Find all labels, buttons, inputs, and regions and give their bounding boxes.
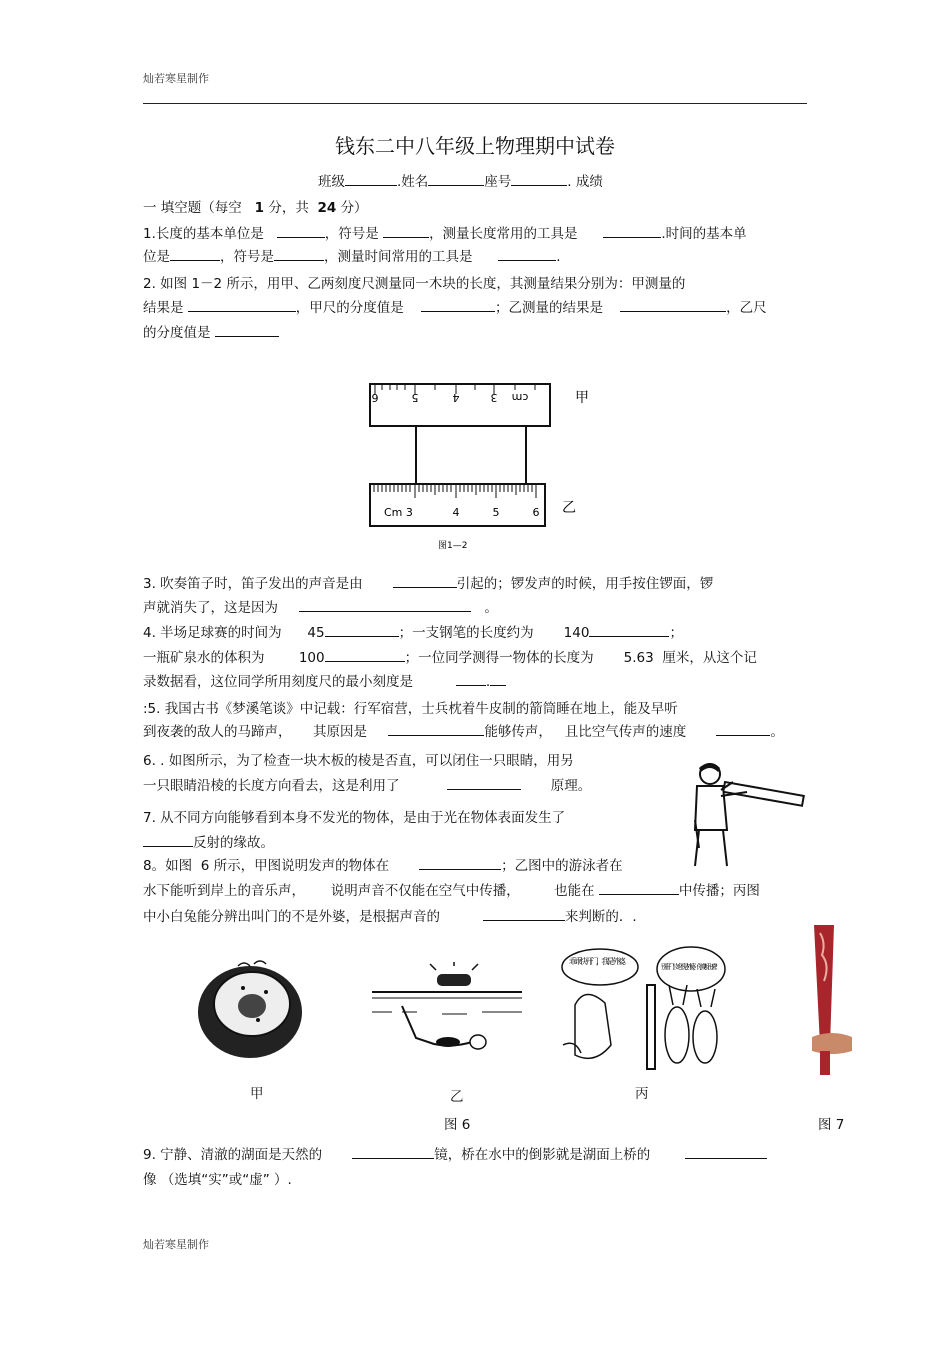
top-tick-3: 3 <box>490 391 498 404</box>
q1-blank-4[interactable] <box>170 246 220 261</box>
q1-text-b: ，符号是 <box>324 226 379 242</box>
q3-text-d: 。 <box>484 600 498 616</box>
header-rule <box>143 103 807 104</box>
door <box>647 985 655 1069</box>
wolf-figure <box>575 994 611 1058</box>
section-heading-a: 一 填空题（每空 <box>143 200 242 216</box>
seat-blank[interactable] <box>511 171 567 186</box>
q2-text-d: ，乙尺 <box>726 300 767 316</box>
q4-value-140: 140 <box>563 625 590 641</box>
q4-blank-1[interactable] <box>325 622 399 637</box>
q1-text-g: ，测量时间常用的工具是 <box>324 249 473 265</box>
q8-text-e: 说明声音不仅能在空气中传播， <box>330 883 520 899</box>
q5-text-b: 其原因是 <box>312 724 367 740</box>
q6-blank-1[interactable] <box>447 775 521 790</box>
ruler-top-label: 甲 <box>575 390 589 406</box>
sound-rays <box>430 962 478 970</box>
figure-man-checking-board <box>685 760 810 870</box>
q3-text-b: 引起的；锣发声的时候，用手按住锣面，锣 <box>456 576 714 592</box>
q9-blank-1[interactable] <box>352 1144 434 1159</box>
swimmer-head <box>470 1035 486 1049</box>
q4-blank-4b[interactable] <box>490 671 506 686</box>
q5-blank-2[interactable] <box>716 721 770 736</box>
q8-line2 <box>143 879 760 899</box>
q1-text-d: .时间的基本单 <box>661 226 747 242</box>
top-tick-cm: cm <box>511 391 529 404</box>
q4-text-f: 厘米，从这个记 <box>662 650 757 666</box>
q9-blank-2[interactable] <box>685 1144 767 1159</box>
q4-blank-3[interactable] <box>325 647 405 662</box>
top-tick-6: 6 <box>371 391 379 404</box>
bottom-tick-5: 5 <box>492 506 500 519</box>
q5-text-c: 能够传声， <box>484 724 552 740</box>
q8-text-i: 来判断的．. <box>564 909 637 925</box>
q4-text-e: ；一位同学测得一物体的长度为 <box>404 650 594 666</box>
figure-6-cartoon <box>555 945 727 1075</box>
speaker-dust-cap <box>238 994 266 1018</box>
q4-blank-4a[interactable] <box>456 671 486 686</box>
q2-text-e: 的分度值是 <box>143 325 211 341</box>
q1-text-e: 位是 <box>143 249 170 265</box>
section-heading-c: 分） <box>340 200 368 216</box>
q8-blank-3[interactable] <box>483 906 565 921</box>
top-tick-4: 4 <box>452 391 460 404</box>
q4-text-b: ；一支钢笔的长度约为 <box>398 625 534 641</box>
q5-text-d: 且比空气传声的速度 <box>564 724 687 740</box>
q2-blank-4[interactable] <box>215 322 279 337</box>
q9-line2: 像 （选填“实”或“虚” ）. <box>143 1172 292 1188</box>
q4-line1 <box>143 621 683 641</box>
man-legs <box>695 830 727 866</box>
q5-line2 <box>143 720 784 740</box>
q9-text-b: 镜，桥在水中的倒影就是湖面上桥的 <box>434 1147 651 1163</box>
name-label: .姓名 <box>397 174 429 190</box>
class-label: 班级 <box>318 174 345 190</box>
q3-text-a: 3. 吹奏笛子时，笛子发出的声音是由 <box>143 576 363 592</box>
q1-blank-3[interactable] <box>603 223 661 238</box>
page-title: 钱东二中八年级上物理期中试卷 <box>335 134 615 158</box>
q8-text-f: 也能在 <box>554 883 595 899</box>
figure-6-caption: 图 6 <box>444 1117 471 1133</box>
q6-text-a: 一只眼睛沿棱的长度方向看去，这是利用了 <box>143 778 400 794</box>
q8-text-h: 中小白兔能分辨出叫门的不是外婆，是根据声音的 <box>143 909 440 925</box>
q2-blank-3[interactable] <box>620 297 726 312</box>
q9-line1 <box>143 1143 767 1163</box>
q1-blank-1[interactable] <box>277 223 325 238</box>
q2-blank-1[interactable] <box>188 297 296 312</box>
q8-text-a: 8。如图 <box>143 858 193 874</box>
q4-text-c: ； <box>669 625 683 641</box>
q1-line1 <box>143 222 747 242</box>
q2-line2 <box>143 296 767 316</box>
q3-line2 <box>143 596 498 616</box>
q4-line3 <box>143 670 506 690</box>
q6-text-b: 原理。 <box>550 778 592 794</box>
q5-text-e: 。 <box>770 724 784 740</box>
header-watermark: 灿若寒星制作 <box>143 72 209 85</box>
points-each: 1 <box>254 200 265 216</box>
q4-line2 <box>143 646 757 666</box>
class-blank[interactable] <box>345 171 397 186</box>
section-heading <box>143 196 368 216</box>
hand <box>812 1033 852 1054</box>
q8-text-d: 水下能听到岸上的音乐声， <box>143 883 305 899</box>
q8-text-b: 6 所示，甲图说明发声的物体在 <box>200 858 390 874</box>
q1-text-h: . <box>556 249 561 265</box>
q1-blank-6[interactable] <box>498 246 556 261</box>
score-label: . 成绩 <box>567 174 603 190</box>
q2-blank-2[interactable] <box>421 297 495 312</box>
q4-value-45: 45 <box>307 625 325 641</box>
q8-line3 <box>143 905 637 925</box>
figure-1-2 <box>360 378 620 553</box>
q2-text-c: ；乙测量的结果是 <box>494 300 603 316</box>
bottom-tick-3: Cm 3 <box>384 506 413 519</box>
seat-label: 座号 <box>484 174 512 190</box>
q4-text-g: 录数据看，这位同学所用刻度尺的最小刻度是 <box>143 674 413 690</box>
name-blank[interactable] <box>428 171 484 186</box>
q4-text-h: . <box>485 674 491 690</box>
radio-icon <box>437 974 471 986</box>
rabbit-2 <box>693 1011 717 1063</box>
points-total: 24 <box>317 200 337 216</box>
q3-text-c: 声就消失了，这是因为 <box>143 600 278 616</box>
q8-text-g: 中传播；丙图 <box>678 883 760 899</box>
q7-text-a: 反射的缘故。 <box>193 835 274 851</box>
q7-line2 <box>143 831 274 851</box>
bottom-tick-4: 4 <box>452 506 460 519</box>
figure-6-swimmer <box>372 962 522 1072</box>
q4-text-d: 一瓶矿泉水的体积为 <box>143 650 265 666</box>
q8-blank-2[interactable] <box>599 880 679 895</box>
footer-watermark: 灿若寒星制作 <box>143 1238 209 1251</box>
q4-value-5-63: 5.63 <box>623 650 654 666</box>
vibration-marks <box>238 961 266 966</box>
q1-text-a: 1.长度的基本单位是 <box>143 226 264 242</box>
q5-text-a: 到夜袭的敌人的马蹄声， <box>143 724 292 740</box>
q7-line1: 7. 从不同方向能够看到本身不发光的物体，是由于光在物体表面发生了 <box>143 810 566 826</box>
q2-text-b: ，甲尺的分度值是 <box>295 300 404 316</box>
rabbit-1 <box>665 1007 689 1063</box>
figure-6-speaker <box>188 950 328 1070</box>
q8-blank-1[interactable] <box>419 855 501 870</box>
q3-blank-1[interactable] <box>393 573 457 588</box>
ruler-bottom-label: 乙 <box>562 500 576 516</box>
q3-blank-2[interactable] <box>299 597 471 612</box>
bottom-tick-6: 6 <box>532 506 540 519</box>
q5-line1: :5. 我国古书《梦溪笔谈》中记载：行军宿营，士兵枕着牛皮制的箭筒睡在地上，能及早听 <box>143 701 678 717</box>
ruler-top <box>370 384 550 426</box>
q1-text-c: ，测量长度常用的工具是 <box>429 226 578 242</box>
q1-line2 <box>143 245 561 265</box>
q2-line3 <box>143 321 279 341</box>
ruler-bottom <box>370 484 545 526</box>
q1-text-f: ，符号是 <box>220 249 274 265</box>
info-line <box>318 170 603 190</box>
man-torso <box>695 786 727 830</box>
q4-text-a: 4. 半场足球赛的时间为 <box>143 625 282 641</box>
q5-blank-1[interactable] <box>388 721 484 736</box>
figure-6-label-a: 甲 <box>250 1086 264 1102</box>
figure-7-caption: 图 7 <box>818 1117 845 1133</box>
q7-blank-1[interactable] <box>143 832 193 847</box>
q4-blank-2[interactable] <box>589 622 669 637</box>
q4-value-100: 100 <box>298 650 325 666</box>
figure-1-2-caption: 图1—2 <box>438 541 468 551</box>
figure-7-torch <box>808 925 856 1080</box>
q9-text-a: 9. 宁静、清澈的湖面是天然的 <box>143 1147 323 1163</box>
q8-line1 <box>143 854 623 874</box>
figure-6-label-b: 乙 <box>450 1089 464 1105</box>
bubble-rabbit-text: 别开门！她不是外婆，你没听出来？ <box>661 963 721 971</box>
speech-bubble-wolf <box>562 949 638 985</box>
section-heading-b: 分，共 <box>268 200 309 216</box>
q1-blank-2[interactable] <box>383 223 429 238</box>
top-tick-5: 5 <box>411 391 419 404</box>
bubble-wolf-text: 乖乖快开门，我是外婆。 <box>569 957 631 966</box>
figure-6-label-c: 丙 <box>635 1086 649 1102</box>
q6-line1: 6. . 如图所示，为了检查一块木板的棱是否直，可以闭住一只眼睛，用另 <box>143 753 574 769</box>
water-lines <box>372 1012 522 1014</box>
q3-line1 <box>143 572 713 592</box>
q2-line1: 2. 如图 1－2 所示，用甲、乙两刻度尺测量同一木块的长度，其测量结果分别为：甲测量的 <box>143 276 686 292</box>
q2-text-a: 结果是 <box>143 300 184 316</box>
q6-line2 <box>143 774 591 794</box>
q8-text-c: ；乙图中的游泳者在 <box>501 858 623 874</box>
q1-blank-5[interactable] <box>274 246 324 261</box>
